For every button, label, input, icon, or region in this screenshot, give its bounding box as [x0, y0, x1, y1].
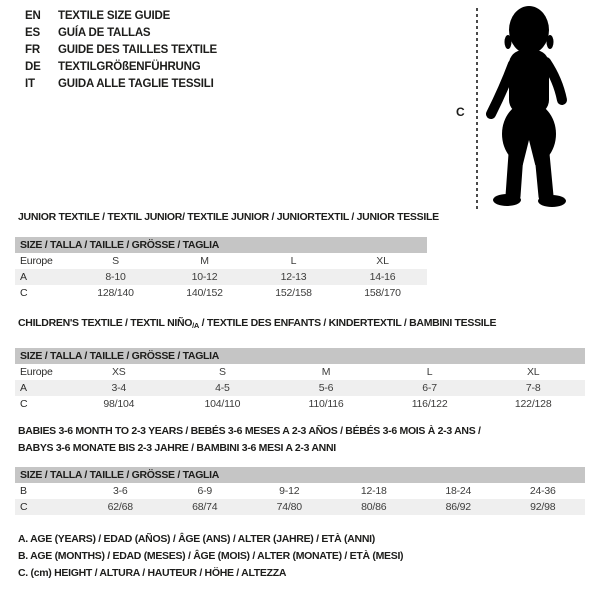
- lang-row-de: [25, 58, 217, 75]
- measure-label-c: C: [456, 105, 465, 119]
- cell: 158/170: [364, 287, 401, 299]
- baby-figure: [450, 0, 600, 215]
- lang-label: TEXTILGRÖßENFÜHRUNG: [58, 60, 201, 73]
- language-header: [25, 7, 217, 92]
- cell: 74/80: [247, 499, 332, 515]
- column-header: S: [112, 255, 119, 267]
- column-header: L: [426, 366, 433, 378]
- title-part: CHILDREN'S TEXTILE / TEXTIL NIÑO: [18, 317, 193, 329]
- cell: 116/122: [411, 398, 448, 410]
- cell: 152/158: [275, 287, 312, 299]
- table-row: [15, 364, 585, 380]
- cell: 10-12: [160, 269, 249, 285]
- row-label: B: [20, 485, 27, 497]
- cell: 5-6: [274, 380, 378, 396]
- cell: 9-12: [279, 485, 300, 497]
- cell: 14-16: [338, 269, 427, 285]
- column-header: L: [290, 255, 297, 267]
- babies-title-line1: BABIES 3-6 MONTH TO 2-3 YEARS / BEBÉS 3-6 MESES A 2-3 AÑOS / BÉBÉS 3-6 MOIS À 2-3 ANS /: [18, 425, 481, 437]
- note-c: C. (cm) HEIGHT / ALTURA / HAUTEUR / HÖHE / ALTEZZA: [18, 567, 287, 579]
- column-header: M: [321, 366, 331, 378]
- babies-table: [15, 467, 585, 515]
- lang-label: TEXTILE SIZE GUIDE: [58, 9, 171, 22]
- cell: 104/110: [204, 398, 241, 410]
- cell: 3-6: [112, 485, 128, 497]
- table-row: [15, 285, 427, 301]
- cell: 24-36: [529, 485, 556, 497]
- lang-row-it: [25, 75, 217, 92]
- cell: 122/128: [514, 398, 552, 410]
- cell: 86/92: [416, 499, 501, 515]
- note-b: B. AGE (MONTHS) / EDAD (MESES) / ÂGE (MOIS) / ALTER (MONATE) / ETÀ (MESI): [18, 550, 404, 562]
- column-header: XL: [376, 255, 389, 267]
- lang-code: FR: [25, 43, 40, 56]
- table-row: [15, 396, 585, 412]
- cell: 80/86: [332, 499, 417, 515]
- column-header: Europe: [20, 255, 53, 267]
- cell: 92/98: [501, 499, 586, 515]
- lang-row-es: [25, 24, 217, 41]
- cell: 110/116: [308, 398, 344, 410]
- lang-code: EN: [25, 9, 41, 22]
- cell: 7-8: [481, 380, 585, 396]
- babies-title-line2: BABYS 3-6 MONATE BIS 2-3 JAHRE / BAMBINI 3-6 MESI A 2-3 ANNI: [18, 442, 336, 454]
- table-row: [15, 253, 427, 269]
- babies-size-table: [15, 483, 585, 515]
- cell: 62/68: [78, 499, 163, 515]
- lang-label: GUÍA DE TALLAS: [58, 26, 151, 39]
- cell: 6-7: [378, 380, 482, 396]
- row-label: A: [15, 380, 67, 396]
- junior-table-title: JUNIOR TEXTILE / TEXTIL JUNIOR/ TEXTILE JUNIOR / JUNIORTEXTIL / JUNIOR TESSILE: [18, 211, 439, 223]
- column-header: XS: [111, 366, 126, 378]
- column-header: M: [200, 255, 209, 267]
- note-a: A. AGE (YEARS) / EDAD (AÑOS) / ÂGE (ANS) / ALTER (JAHRE) / ETÀ (ANNI): [18, 533, 375, 545]
- cell: 128/140: [97, 287, 134, 299]
- children-size-header: SIZE / TALLA / TAILLE / GRÖSSE / TAGLIA: [15, 348, 585, 364]
- table-row: [15, 483, 585, 499]
- children-table: [15, 348, 585, 412]
- cell: 12-13: [249, 269, 338, 285]
- column-header: S: [218, 366, 226, 378]
- title-subscript: /A: [192, 321, 200, 330]
- toddler-silhouette-icon: [480, 4, 572, 208]
- cell: 8-10: [71, 269, 160, 285]
- lang-code: DE: [25, 60, 41, 73]
- row-label: A: [15, 269, 71, 285]
- junior-table: [15, 237, 427, 301]
- height-measure-line: [476, 8, 478, 210]
- babies-table-title: [18, 423, 481, 457]
- table-row: [15, 269, 427, 285]
- cell: 98/104: [103, 398, 135, 410]
- row-label: C: [15, 499, 78, 515]
- children-size-table: [15, 364, 585, 412]
- lang-code: IT: [25, 77, 35, 90]
- row-label: C: [20, 287, 28, 299]
- cell: 3-4: [67, 380, 171, 396]
- title-part: / TEXTILE DES ENFANTS / KINDERTEXTIL / BAMBINI TESSILE: [199, 317, 497, 329]
- junior-size-table: [15, 253, 427, 301]
- column-header: Europe: [20, 366, 53, 378]
- row-label: C: [20, 398, 28, 410]
- lang-label: GUIDA ALLE TAGLIE TESSILI: [58, 77, 214, 90]
- column-header: XL: [526, 366, 540, 378]
- lang-row-fr: [25, 41, 217, 58]
- babies-size-header: SIZE / TALLA / TAILLE / GRÖSSE / TAGLIA: [15, 467, 585, 483]
- table-row: [15, 499, 585, 515]
- lang-code: ES: [25, 26, 40, 39]
- cell: 4-5: [171, 380, 275, 396]
- cell: 68/74: [163, 499, 248, 515]
- cell: 6-9: [197, 485, 213, 497]
- legend-notes: [18, 531, 403, 582]
- children-table-title: [18, 315, 496, 334]
- cell: 140/152: [186, 287, 223, 299]
- cell: 18-24: [445, 485, 472, 497]
- junior-size-header: SIZE / TALLA / TAILLE / GRÖSSE / TAGLIA: [15, 237, 427, 253]
- cell: 12-18: [360, 485, 387, 497]
- lang-label: GUIDE DES TAILLES TEXTILE: [58, 43, 217, 56]
- table-row: [15, 380, 585, 396]
- lang-row-en: [25, 7, 217, 24]
